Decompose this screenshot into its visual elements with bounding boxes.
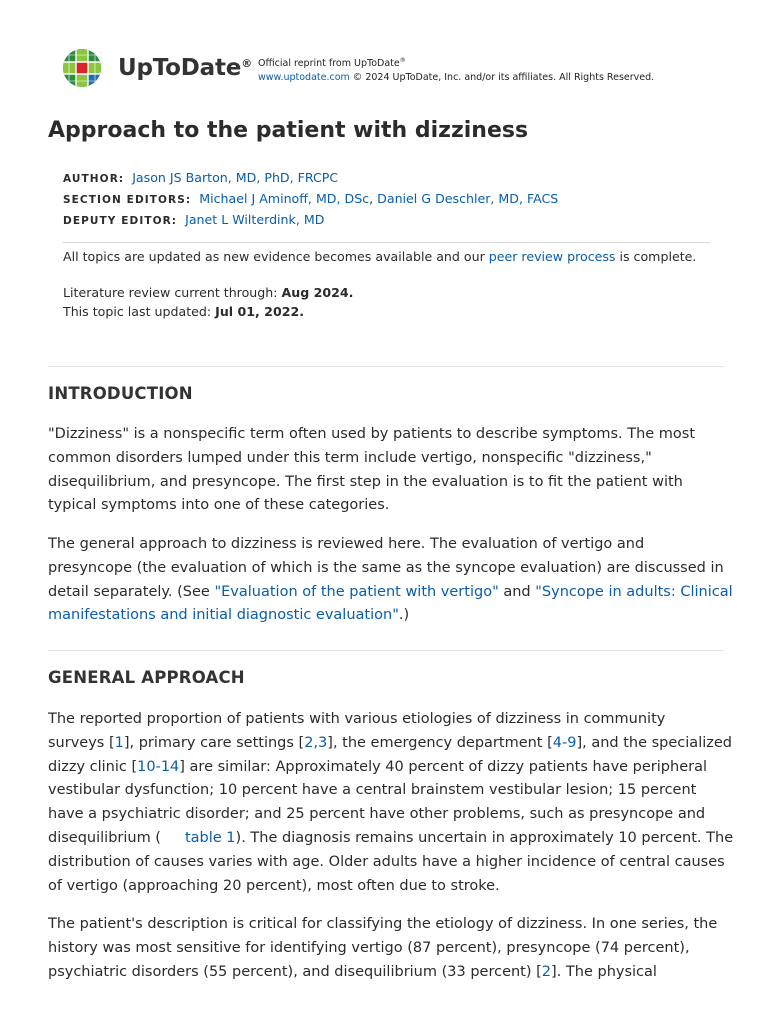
section-editor-link-1[interactable]: Michael J Aminoff, MD, DSc	[199, 191, 370, 206]
literature-review-line: Literature review current through: Aug 2024.	[63, 285, 354, 300]
reference-link[interactable]: 3	[318, 734, 328, 751]
syncope-link[interactable]: "Syncope in adults: Clinical	[535, 583, 733, 600]
author-row	[63, 168, 558, 189]
credits	[63, 168, 558, 231]
syncope-link-cont[interactable]: manifestations and initial diagnostic evaluation"	[48, 607, 399, 624]
page-title: Approach to the patient with dizziness	[48, 118, 529, 143]
last-updated-line: This topic last updated: Jul 01, 2022.	[63, 304, 305, 319]
section-divider	[48, 650, 724, 651]
reference-link[interactable]: 10-14	[137, 758, 180, 775]
author-label: AUTHOR:	[63, 173, 125, 185]
reprint-info: Official reprint from UpToDate® www.uptodate.com © 2024 UpToDate, Inc. and/or its affiliates. All Rights Reserved.	[258, 57, 655, 84]
reference-link[interactable]: 2	[541, 963, 552, 980]
review-dates	[63, 283, 353, 321]
section-heading-general-approach: GENERAL APPROACH	[48, 668, 245, 687]
reprint-line: Official reprint from UpToDate	[258, 58, 400, 70]
deputy-editor-row	[63, 210, 558, 231]
deputy-editor-label: DEPUTY EDITOR:	[63, 215, 178, 227]
deputy-editor-link[interactable]: Janet L Wilterdink, MD	[185, 212, 325, 227]
update-note: All topics are updated as new evidence becomes available and our peer review process is complete.	[63, 249, 697, 264]
brand[interactable]	[62, 48, 252, 88]
section-editors-label: SECTION EDITORS:	[63, 194, 192, 206]
vertigo-evaluation-link[interactable]: "Evaluation of the patient with vertigo"	[214, 583, 499, 600]
site-link[interactable]: www.uptodate.com	[258, 72, 350, 84]
peer-review-link[interactable]: peer review process	[488, 249, 616, 264]
copyright: © 2024 UpToDate, Inc. and/or its affiliates. All Rights Reserved.	[349, 72, 655, 84]
reference-link[interactable]: 4-9	[552, 734, 577, 751]
section-editor-link-2[interactable]: Daniel G Deschler, MD, FACS	[377, 191, 559, 206]
author-link[interactable]: Jason JS Barton, MD, PhD, FRCPC	[132, 170, 339, 185]
section-divider	[48, 366, 724, 367]
section-heading-introduction: INTRODUCTION	[48, 384, 193, 403]
uptodate-logo-icon	[62, 48, 102, 88]
intro-paragraph-2: The general approach to dizziness is reviewed here. The evaluation of vertigo and presyncope (the evaluation of which is the same as the syncope evaluation) are discussed in detail separately. (See "Evaluation of the patient with vertigo" and "Syncope in adults: Clinical manifestations and initial diagnostic evaluation".)	[48, 536, 733, 624]
intro-paragraph-1: "Dizziness" is a nonspecific term often used by patients to describe symptoms. The most common disorders lumped under this term include vertigo, nonspecific "dizziness," disequilibrium, and presyncope. The first step in the evaluation is to fit the patient with typical symptoms into one of these categories.	[48, 426, 696, 514]
general-paragraph-2: The patient's description is critical for classifying the etiology of dizziness. In one series, the history was most sensitive for identifying vertigo (87 percent), presyncope (74 percent), psychiatric disorders (55 percent), and disequilibrium (33 percent) [2]. The physical	[48, 916, 718, 980]
general-paragraph-1: The reported proportion of patients with various etiologies of dizziness in community surveys [1], primary care settings [2,3], the emergency department [4-9], and the specialized dizzy clinic [10-14] are similar: Approximately 40 percent of dizzy patients have peripheral vestibular dysfunction; 10 percent have a central brainstem vestibular lesion; 15 percent have a psychiatric disorder; and 25 percent have other problems, such as presyncope and disequilibrium ( table 1). The diagnosis remains uncertain in approximately 10 percent. The distribution of causes varies with age. Older adults have a higher incidence of central causes of vertigo (approaching 20 percent), most often due to stroke.	[48, 711, 734, 894]
section-editors-row: SECTION EDITORS: Michael J Aminoff, MD, DSc, Daniel G Deschler, MD, FACS	[63, 191, 559, 206]
reference-link[interactable]: 1	[114, 734, 124, 751]
brand-name: UpToDate®	[118, 55, 252, 81]
table-1-link[interactable]: table 1	[184, 829, 236, 846]
divider	[63, 242, 710, 243]
reference-link[interactable]: 2	[304, 734, 314, 751]
